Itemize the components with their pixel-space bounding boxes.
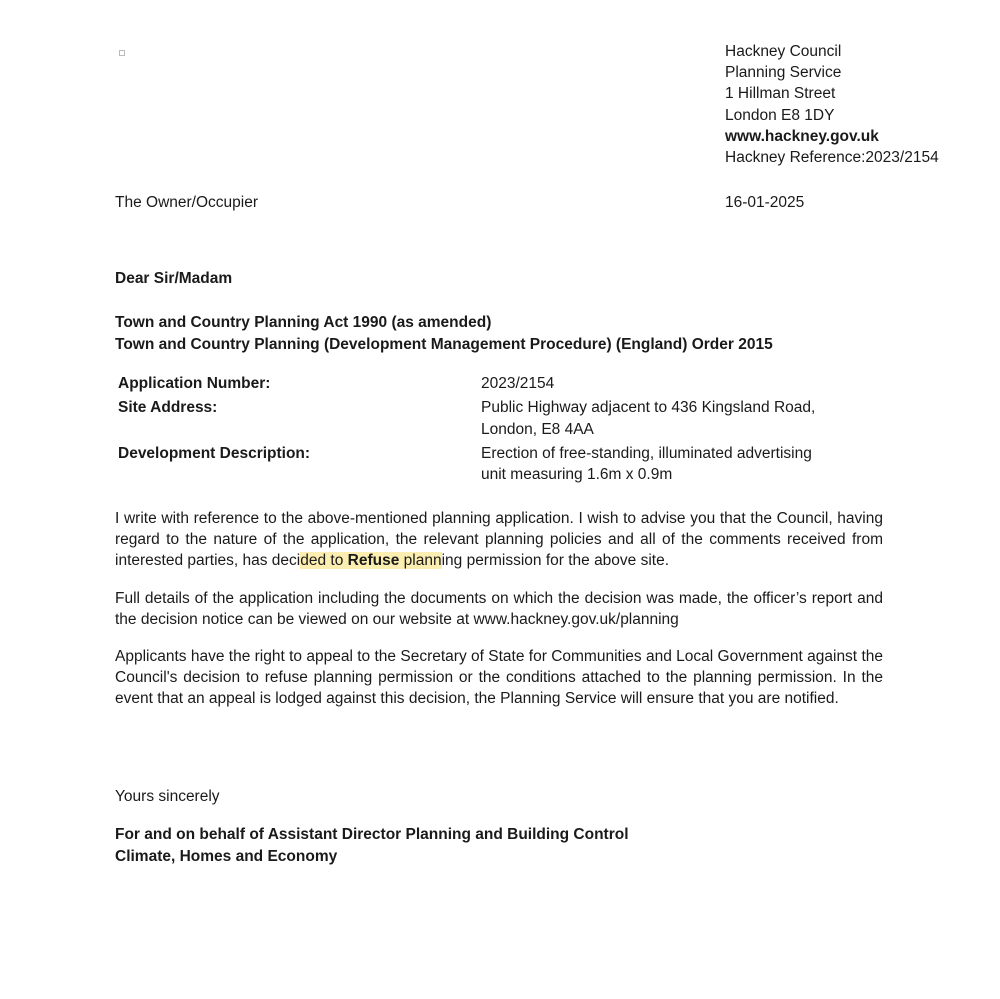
sender-address-block <box>725 41 939 168</box>
decision-paragraph <box>115 508 883 572</box>
small-square-mark <box>119 50 125 56</box>
decision-text-start: I write with reference to the above-mentioned planning application. I wish to advise you that the Council, having regard to the nature of the application, the relevant planning policies and all of the comments received from interested parties, has deci <box>115 510 883 570</box>
detail-row-site-address <box>118 397 858 440</box>
signature-line-2: Climate, Homes and Economy <box>115 847 338 865</box>
salutation: Dear Sir/Madam <box>115 270 233 287</box>
detail-row-development-description <box>118 443 858 486</box>
highlighted-text: ded to <box>300 552 348 570</box>
sender-service: Planning Service <box>725 64 842 82</box>
highlighted-text: plann <box>399 552 442 570</box>
detail-row-application-number <box>118 373 858 394</box>
detail-value: 2023/2154 <box>481 375 555 392</box>
sender-organisation: Hackney Council <box>725 43 842 60</box>
application-details <box>118 373 858 488</box>
decision-outcome: Refuse <box>347 552 400 570</box>
signature-line-1: For and on behalf of Assistant Director Planning and Building Control <box>115 826 629 843</box>
decision-text-end: ing permission for the above site. <box>441 552 670 570</box>
act-line-2: Town and Country Planning (Development Management Procedure) (England) Order 2015 <box>115 335 773 353</box>
detail-label: Application Number: <box>118 375 271 392</box>
letter-date: 16-01-2025 <box>725 194 805 211</box>
detail-label: Site Address: <box>118 399 218 417</box>
detail-value: Erection of free-standing, illuminated advertising unit measuring 1.6m x 0.9m <box>481 444 812 484</box>
sender-street: 1 Hillman Street <box>725 85 836 103</box>
detail-value: Public Highway adjacent to 436 Kingsland Road, London, E8 4AA <box>481 399 816 438</box>
appeal-rights-paragraph: Applicants have the right to appeal to the Secretary of State for Communities and Local Government against the Council's decision to refuse planning permission or the conditions attached to the planning permission. In the event that an appeal is lodged against this decision, the Planning Service will ensure that you are notified. <box>115 648 883 708</box>
sender-reference: Hackney Reference:2023/2154 <box>725 149 939 167</box>
detail-label: Development Description: <box>118 444 311 462</box>
signature-block <box>115 824 629 867</box>
closing: Yours sincerely <box>115 788 220 805</box>
recipient: The Owner/Occupier <box>115 194 258 211</box>
details-website-paragraph: Full details of the application including the documents on which the decision was made, the officer’s report and the decision notice can be viewed on our website at www.hackney.gov.uk/planning <box>115 590 883 629</box>
sender-city-postcode: London E8 1DY <box>725 106 835 124</box>
sender-website[interactable]: www.hackney.gov.uk <box>725 127 879 145</box>
act-line-1: Town and Country Planning Act 1990 (as amended) <box>115 314 492 331</box>
legislation-heading <box>115 312 773 355</box>
